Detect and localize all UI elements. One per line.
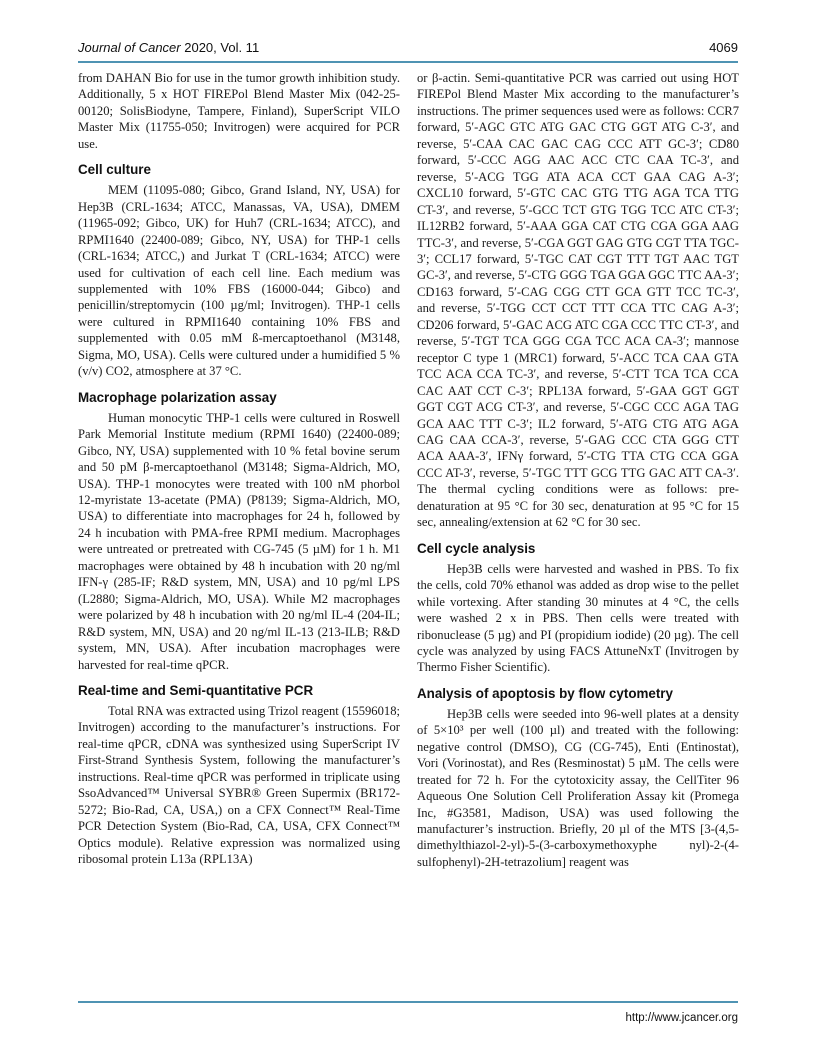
page-number: 4069 [709,40,738,55]
pcr-continued-paragraph: or β-actin. Semi-quantitative PCR was carried out using HOT FIREPol Blend Master Mix according to the manufacturer’s instructions. The primer sequences used were as follows: CCR7 forward, 5′-AGC GTC ATG GAC CTG GGT ATG C-3′, and reverse, 5′-CAA CAC GAC CAG CCC ATT GC-3′; CD80 forward, 5′-CCC AGG AAC ACC CTC CAA TC-3′, and reverse, 5′-ACG TGG ATA ACA CCT GAA CAG A-3′; CXCL10 forward, 5′-GTC CAC GTG TTG AGA TCA TTG CT-3′, and reverse, 5′-GCC TCT GTG TGG TCC ATC CT-3′; IL12RB2 forward, 5′-AAA GGA CAT CTG CGA GGA AAG TTC-3′, and reverse, 5′-CGA GGT GAG GTG CGT TTA TGC-3′; CCL17 forward, 5′-TGC CAT CGT TTT TGT AAC TGT GC-3′, and reverse, 5′-CTG GGG TGA GGA GGC TTC AA-3′; CD163 forward, 5′-CAG CGG CTT GCA GTT TCC TC-3′, and reverse, 5′-TGG CCT CCT TTT CCA TTC CAG A-3′; CD206 forward, 5′-GAC ACG ATC CGA CCC TTC CT-3′, and reverse, 5′-TGT TCA GGG CGA TCC ACA CA-3′; mannose receptor C type 1 (MRC1) forward, 5′-ACC TCA CAA GTA TCC ACA CCA TC-3′, and reverse, 5′-CTT TCA TCA CCA CAC AAT CCT C-3′; RPL13A forward, 5′-GAA GGT GGT GGT CGT ACG CT-3′, and reverse, 5′-CGC CCC AGA TAG GCA AAC TTT C-3′; IL2 forward, 5′-ATG CTG ATG AGA CAG CAA CCA-3′, reverse, 5′-GAG CCC CTA GGG CTT ACA AAA-3′, IFNγ forward, 5′-CTG TTA CTG CCA GGA CCC AT-3′, reverse, 5′-TGC TTT GCG TTG GAC ATT CA-3′. The thermal cycling conditions were as follows: pre-denaturation at 95 °C for 30 sec, denaturation at 95 °C for 15 sec, annealing/extension at 62 °C for 30 sec. [417,71,739,530]
section-heading-macrophage-polarization: Macrophage polarization assay [78,389,277,405]
section-body-apoptosis: Hep3B cells were seeded into 96-well plates at a density of 5×10³ per well (100 µl) and treated with the following: negative control (DMSO), CG (CG-745), Enti (Entinostat), Vori (Vorinostat), and Res (Resminostat) 5 µM. The cells were treated for 72 h. For the cytotoxicity assay, the CellTiter 96 Aqueous One Solution Cell Proliferation Assay kit (Promega Inc, #G3581, Madison, USA) was used following the manufacturer’s instruction. Briefly, 20 µl of the MTS [3-(4,5-dimethylthiazol-2-yl)-5-(3-carboxymethoxyphe nyl)-2-(4-sulfophenyl)-2H-tetrazolium] reagent was [417,706,739,869]
journal-volume: 2020, Vol. 11 [180,40,260,55]
journal-title [78,40,259,55]
journal-url[interactable]: http://www.jcancer.org [625,1012,738,1024]
intro-paragraph: from DAHAN Bio for use in the tumor growth inhibition study. Additionally, 5 x HOT FIREPol Blend Master Mix (042-25-00120; SolisBiodyne, Tampere, Finland), SuperScript VILO Master Mix (11755-050; Invitrogen) were acquired for PCR use. [78,71,400,151]
right-column [417,70,739,870]
left-column [78,70,400,867]
section-heading-apoptosis: Analysis of apoptosis by flow cytometry [417,685,673,701]
section-body-pcr: Total RNA was extracted using Trizol reagent (15596018; Invitrogen) according to the manufacturer’s instructions. For real-time qPCR, cDNA was synthesized using SuperScript IV First-Strand Synthesis System, following the manufacturer’s instructions. Real-time qPCR was performed in triplicate using SsoAdvanced™ Universal SYBR® Green Supermix (BR172-5272; Bio-Rad, CA, USA,) on a CFX Connect™ Real-Time PCR Detection System (Bio-Rad, CA, USA, CFX Connect™ Optics module). Relative expression was normalized using ribosomal protein L13a (RPL13A) [78,703,400,867]
section-body-cell-culture: MEM (11095-080; Gibco, Grand Island, NY, USA) for Hep3B (CRL-1634; ATCC, Manassas, VA, USA), DMEM (11965-092; Gibco, UK) for Huh7 (CRL-1634; ATCC), and RPMI1640 (22400-089; Gibco, NY, USA) for THP-1 cells (CRL-1634; ATCC,) and Jurkat T (CRL-1634; ATCC) were used for cultivation of each cell line. Each medium was supplemented with 10% FBS (16000-044; Gibco) and penicillin/streptomycin (100 µg/ml; Invitrogen). THP-1 cells were cultured in RPMI1640 containing 10% FBS and supplemented with 0.05 mM ß-mercaptoethanol (M3148, Sigma, MO, USA). Cells were cultured under a humidified 5 % (v/v) CO2, atmosphere at 37 °C. [78,183,400,379]
section-body-macrophage-polarization: Human monocytic THP-1 cells were cultured in Roswell Park Memorial Institute medium (RPMI 1640) (22400-089; Gibco, NY, USA) supplemented with 10 % fetal bovine serum and 50 pM β-mercaptoethanol (M3148; Sigma-Aldrich, MO, USA). THP-1 monocytes were treated with 100 nM phorbol 12-myristate 13-acetate (PMA) (P8139; Sigma-Aldrich, MO, USA) to differentiate into macrophages for 24 h, followed by 24 h incubation with PMA-free RPMI medium. Macrophages were untreated or pretreated with CG-745 (5 µM) for 1 h. M1 macrophages were obtained by 48 h incubation with 20 ng/ml IFN-γ (285-IF; R&D system, MN, USA) and 10 pg/ml LPS (L2880; Sigma-Aldrich, MO, USA). While M2 macrophages were polarized by 48 h incubation with 20 ng/ml IL-4 (204-IL; R&D system, MN, USA) and 20 ng/ml IL-13 (213-ILB; R&D system, MN, USA). After incubation macrophages were harvested for real-time qPCR. [78,410,400,672]
section-body-cell-cycle: Hep3B cells were harvested and washed in PBS. To fix the cells, cold 70% ethanol was added as drop wise to the pellet while vortexing. After standing 30 minutes at 4 °C, the cells were washed 2 x in PBS. Then cells were treated with ribonuclease (5 µg) and PI (propidium iodide) (20 µg). The cell cycle was analyzed by using FACS AttuneNxT (Invitrogen by Thermo Fisher Scientific). [417,561,739,675]
section-heading-cell-culture: Cell culture [78,162,151,178]
journal-name: Journal of Cancer [78,40,181,55]
footer-rule [78,1001,738,1003]
section-heading-pcr: Real-time and Semi-quantitative PCR [78,682,314,698]
section-heading-cell-cycle: Cell cycle analysis [417,540,536,556]
running-header [78,40,738,58]
header-rule [78,61,738,63]
